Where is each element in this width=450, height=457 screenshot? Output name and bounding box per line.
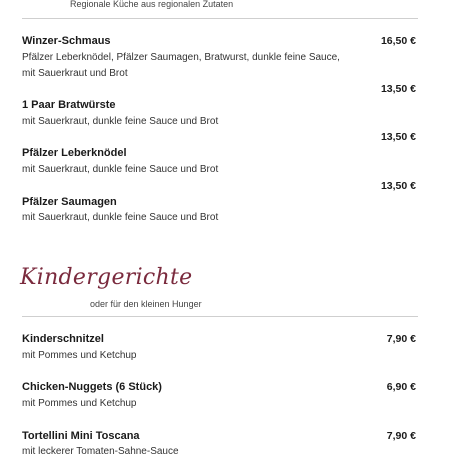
item-name: Pfälzer Leberknödel: [22, 147, 127, 159]
item-name: Winzer-Schmaus: [22, 35, 111, 47]
item-description: mit Pommes und Ketchup: [22, 350, 137, 361]
item-description-cont: mit Sauerkraut und Brot: [22, 68, 128, 79]
section-title: Kindergerichte: [20, 265, 193, 290]
intro-tagline: Regionale Küche aus regionalen Zutaten: [70, 0, 234, 9]
section-divider: [22, 316, 418, 317]
item-price: 13,50 €: [380, 83, 416, 95]
item-price: 7,90 €: [386, 333, 416, 345]
item-description: Pfälzer Leberknödel, Pfälzer Saumagen, Bratwurst, dunkle feine Sauce,: [22, 52, 340, 63]
item-description: mit Sauerkraut, dunkle feine Sauce und Brot: [22, 212, 219, 223]
item-description: mit Sauerkraut, dunkle feine Sauce und Brot: [22, 164, 219, 175]
item-price: 13,50 €: [380, 131, 416, 143]
item-price: 6,90 €: [386, 381, 416, 393]
item-name: Tortellini Mini Toscana: [22, 430, 140, 442]
item-price: 7,90 €: [386, 430, 416, 442]
item-price: 13,50 €: [380, 180, 416, 192]
item-name: Pfälzer Saumagen: [22, 196, 117, 208]
item-name: Kinderschnitzel: [22, 333, 104, 345]
item-price: 16,50 €: [380, 35, 416, 47]
item-description: mit leckerer Tomaten-Sahne-Sauce: [22, 446, 179, 457]
item-name: Chicken-Nuggets (6 Stück): [22, 381, 162, 393]
item-description: mit Sauerkraut, dunkle feine Sauce und Brot: [22, 116, 219, 127]
item-description: mit Pommes und Ketchup: [22, 398, 137, 409]
item-name: 1 Paar Bratwürste: [22, 99, 116, 111]
top-divider: [22, 18, 418, 19]
section-subtitle: oder für den kleinen Hunger: [90, 299, 202, 309]
